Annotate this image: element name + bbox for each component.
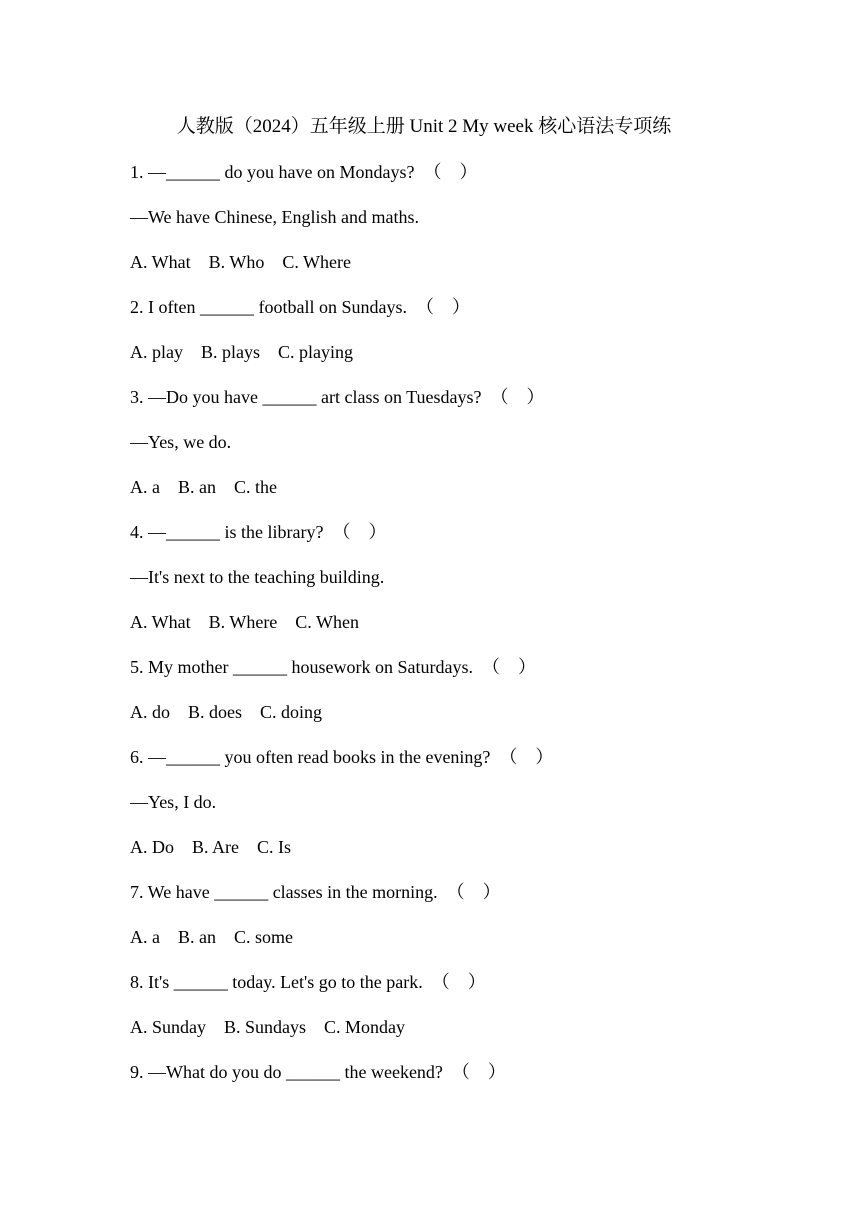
question-7-prompt: 7. We have ______ classes in the morning. （ ） — [130, 882, 501, 902]
question-3-response: —Yes, we do. — [130, 432, 232, 452]
question-2-prompt: 2. I often ______ football on Sundays. （ ） — [130, 297, 470, 317]
question-7-options: A. a B. an C. some — [130, 927, 293, 947]
question-4-prompt: 4. —______ is the library? （ ） — [130, 522, 387, 542]
question-1-options: A. What B. Who C. Where — [130, 252, 351, 272]
question-6-response: —Yes, I do. — [130, 792, 217, 812]
question-1-response: —We have Chinese, English and maths. — [130, 207, 419, 227]
question-2-options: A. play B. plays C. playing — [130, 342, 353, 362]
question-6-options: A. Do B. Are C. Is — [130, 837, 291, 857]
question-5-options: A. do B. does C. doing — [130, 702, 323, 722]
question-3-prompt: 3. —Do you have ______ art class on Tuesdays? （ ） — [130, 387, 545, 407]
question-4-response: —It's next to the teaching building. — [130, 567, 385, 587]
question-1-prompt: 1. —______ do you have on Mondays? （ ） — [130, 162, 478, 182]
question-5-prompt: 5. My mother ______ housework on Saturdays. （ ） — [130, 657, 536, 677]
question-9-prompt: 9. —What do you do ______ the weekend? （ ） — [130, 1062, 506, 1082]
question-6-prompt: 6. —______ you often read books in the evening? （ ） — [130, 747, 554, 767]
document-title: 人教版（2024）五年级上册 Unit 2 My week 核心语法专项练 — [176, 116, 672, 137]
question-4-options: A. What B. Where C. When — [130, 612, 359, 632]
question-8-prompt: 8. It's ______ today. Let's go to the park. （ ） — [130, 972, 486, 992]
question-3-options: A. a B. an C. the — [130, 477, 277, 497]
question-8-options: A. Sunday B. Sundays C. Monday — [130, 1017, 406, 1037]
